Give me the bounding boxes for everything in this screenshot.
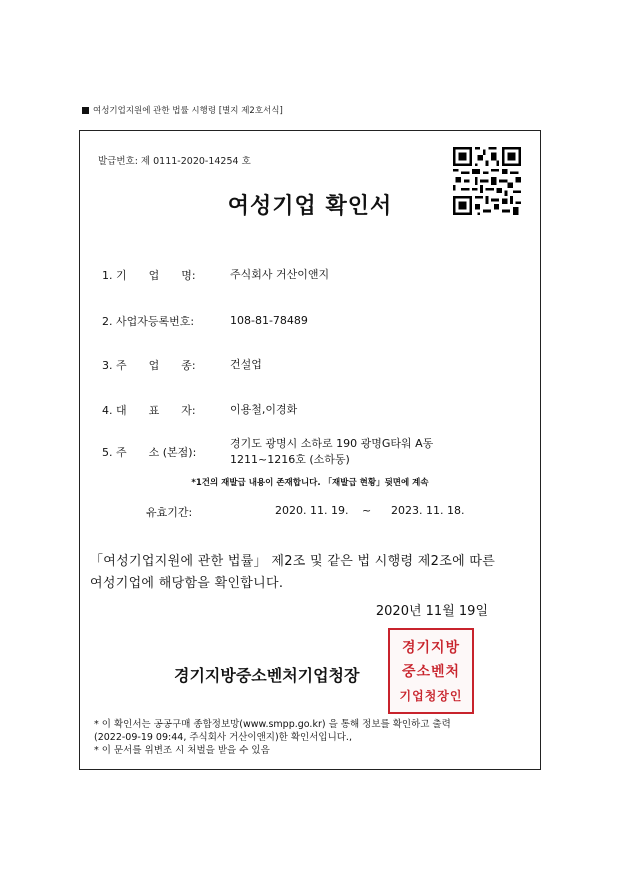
field-value: [230, 436, 433, 468]
form-reference: [82, 104, 283, 116]
address-line-1: 경기도 광명시 소하로 190 광명G타워 A동: [230, 437, 434, 450]
footnote-line-2: (2022-09-19 09:44, 주식회사 거산이앤지)한 확인서입니다.,: [94, 732, 352, 743]
issue-number: 발급번호: 제 0111-2020-14254 호: [98, 156, 251, 167]
field-value: 주식회사 거산이앤지: [230, 268, 330, 281]
field-value: 이용철,이경화: [230, 403, 298, 416]
validity-separator: ~: [362, 504, 372, 517]
document-title: 여성기업 확인서: [227, 194, 393, 219]
reissue-notice: *1건의 재발급 내용이 존재합니다. 「재발급 현황」뒷면에 계속: [191, 478, 429, 488]
confirmation-line-2: 여성기업에 해당함을 확인합니다.: [90, 576, 284, 591]
field-value: 건설업: [230, 358, 262, 371]
validity-label: 유효기간:: [146, 506, 193, 519]
official-seal: [388, 628, 474, 714]
seal-line-2: 중소벤처: [401, 664, 461, 680]
square-bullet-icon: [82, 107, 89, 114]
seal-line-3: 기업청장인: [399, 689, 463, 703]
field-label: 1. 기 업 명:: [102, 269, 196, 282]
field-label: 3. 주 업 종:: [102, 359, 196, 372]
field-label: 5. 주 소 (본점):: [102, 446, 197, 459]
footnote-line-3: * 이 문서를 위변조 시 처벌을 받을 수 있음: [94, 745, 270, 756]
certificate-frame: [79, 130, 541, 770]
validity-end: 2023. 11. 18.: [391, 504, 465, 517]
field-industry: [102, 357, 262, 373]
seal-line-1: 경기지방: [401, 640, 461, 656]
address-line-2: 1211~1216호 (소하동): [230, 453, 350, 466]
field-business-number: [102, 313, 308, 329]
issue-date: 2020년 11월 19일: [375, 604, 488, 619]
field-label: 4. 대 표 자:: [102, 404, 196, 417]
field-value: 108-81-78489: [230, 314, 308, 327]
field-representative: [102, 402, 298, 418]
field-company-name: [102, 267, 330, 283]
confirmation-line-1: 「여성기업지원에 관한 법률」 제2조 및 같은 법 시행령 제2조에 따른: [90, 554, 496, 569]
field-label: 2. 사업자등록번호:: [102, 315, 195, 328]
form-reference-text: 여성기업지원에 관한 법률 시행령 [별지 제2호서식]: [93, 106, 283, 116]
footnote-line-1: * 이 확인서는 공공구매 종합정보망(www.smpp.go.kr) 을 통해 정보를 확인하고 출력: [94, 719, 451, 730]
validity-start: 2020. 11. 19.: [275, 504, 349, 517]
field-address: [102, 437, 434, 466]
confirmation-statement: [90, 551, 530, 595]
issuer-name: 경기지방중소벤처기업청장: [174, 666, 360, 685]
